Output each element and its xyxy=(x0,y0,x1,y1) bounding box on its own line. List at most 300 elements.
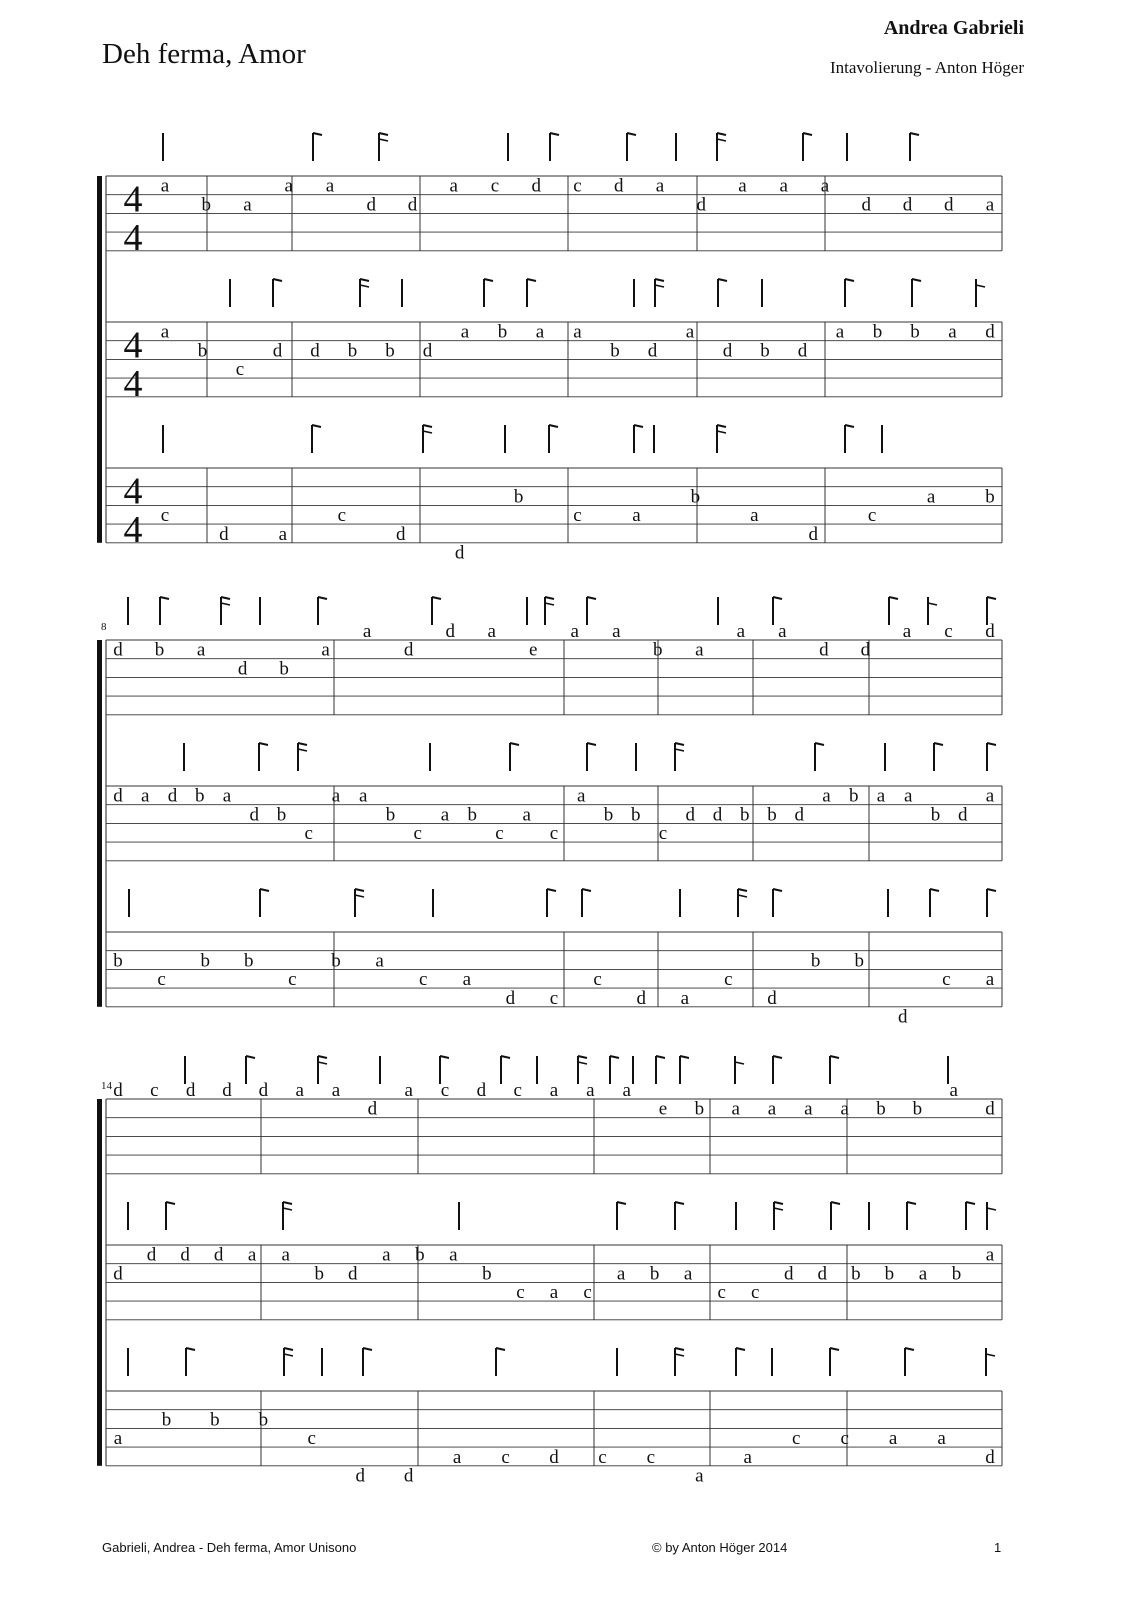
tab-letter: a xyxy=(549,1080,559,1101)
tab-letter: a xyxy=(160,321,170,343)
rhythm-flag xyxy=(527,279,536,281)
tab-letter: d xyxy=(794,804,804,826)
tab-letter: a xyxy=(284,175,293,197)
tab-letter: b xyxy=(912,1098,923,1120)
tab-letter: a xyxy=(222,785,232,807)
rhythm-flag xyxy=(845,425,854,427)
rhythm-flag xyxy=(186,1348,195,1350)
tab-letter: b xyxy=(154,639,165,661)
system-bracket xyxy=(97,1099,102,1466)
tab-letter: b xyxy=(197,340,208,362)
rhythm-flag xyxy=(717,133,726,135)
tab-letter: d xyxy=(797,340,808,362)
tab-letter: e xyxy=(529,639,538,661)
rhythm-flag xyxy=(717,139,726,141)
rhythm-flag xyxy=(845,279,854,281)
tab-letter: a xyxy=(331,785,341,807)
rhythm-flag xyxy=(803,133,812,135)
tab-letter: a xyxy=(876,785,886,807)
tab-letter: b xyxy=(930,804,941,826)
tab-letter: b xyxy=(876,1098,886,1120)
tab-letter: b xyxy=(649,1263,660,1285)
tab-letter: c xyxy=(418,969,428,991)
tab-letter: d xyxy=(348,1263,358,1285)
tab-letter: d xyxy=(712,804,723,826)
rhythm-flag xyxy=(830,1348,839,1350)
tab-letter: c xyxy=(490,175,500,197)
tab-letter: d xyxy=(219,523,229,545)
tab-letter: c xyxy=(573,505,582,527)
arranger-credit: Intavolierung - Anton Höger xyxy=(829,58,1024,77)
tab-letter: a xyxy=(375,950,384,972)
tab-letter: a xyxy=(655,175,665,197)
tab-letter: a xyxy=(278,523,288,545)
rhythm-flag xyxy=(379,133,388,135)
tab-letter: d xyxy=(784,1263,794,1285)
tab-letter: a xyxy=(522,804,531,826)
rhythm-flag xyxy=(907,1202,916,1204)
tab-letter: a xyxy=(779,175,788,197)
tab-letter: b xyxy=(210,1409,220,1431)
rhythm-flag xyxy=(680,1056,689,1058)
tab-letter: d xyxy=(614,175,624,197)
rhythm-flag xyxy=(675,743,684,745)
tab-letter: a xyxy=(573,321,582,343)
tab-letter: d xyxy=(167,785,178,807)
composer-name: Andrea Gabrieli xyxy=(883,17,1024,39)
tab-letter: d xyxy=(985,321,995,343)
tab-letter: a xyxy=(586,1080,595,1101)
tab-letter: b xyxy=(113,950,123,972)
tab-letter: d xyxy=(985,1098,995,1120)
rhythm-flag xyxy=(987,1208,996,1210)
tab-letter: a xyxy=(804,1098,813,1120)
tab-letter: d xyxy=(180,1244,190,1266)
tab-letter: b xyxy=(497,321,508,343)
rhythm-flag xyxy=(545,603,554,605)
tab-letter: a xyxy=(141,785,150,807)
tab-letter: d xyxy=(549,1446,559,1468)
rhythm-flag xyxy=(423,431,432,433)
tab-letter: b xyxy=(851,1263,861,1285)
rhythm-flag xyxy=(905,1348,914,1350)
tab-letter: b xyxy=(276,804,287,826)
tab-letter: b xyxy=(415,1244,425,1266)
rhythm-flag xyxy=(363,1348,372,1350)
rhythm-flag xyxy=(496,1348,505,1350)
tab-letter: d xyxy=(113,1080,123,1101)
tab-letter: a xyxy=(460,321,470,343)
tab-letter: d xyxy=(113,639,123,661)
tab-letter: b xyxy=(161,1409,172,1431)
rhythm-flag xyxy=(423,425,432,427)
rhythm-flag xyxy=(578,1056,587,1058)
tab-letter: c xyxy=(157,969,166,991)
tab-letter: b xyxy=(513,486,524,508)
rhythm-flag xyxy=(912,279,921,281)
rhythm-flag xyxy=(360,285,369,287)
rhythm-flag xyxy=(773,889,782,891)
page-number: 1 xyxy=(994,1540,1002,1555)
tab-letter: a xyxy=(985,785,995,807)
rhythm-flag xyxy=(736,1348,745,1350)
rhythm-flag xyxy=(735,1062,744,1064)
tab-letter: d xyxy=(819,639,829,661)
rhythm-flag xyxy=(738,895,747,897)
tab-letter: d xyxy=(185,1080,196,1101)
tab-letter: d xyxy=(636,987,646,1009)
tab-letter: a xyxy=(487,621,496,642)
tab-letter: d xyxy=(958,804,968,826)
tab-letter: b xyxy=(985,486,995,508)
tab-letter: a xyxy=(685,321,695,343)
tab-letter: c xyxy=(440,1080,450,1101)
tab-letter: a xyxy=(325,175,335,197)
rhythm-flag xyxy=(284,1348,293,1350)
rhythm-flag xyxy=(545,597,554,599)
tab-letter: b xyxy=(849,785,859,807)
rhythm-flag xyxy=(355,889,364,891)
tab-letter: a xyxy=(247,1244,257,1266)
tab-letter: a xyxy=(985,194,995,216)
tab-letter: a xyxy=(743,1446,752,1468)
tab-letter: d xyxy=(505,987,516,1009)
tab-letter: d xyxy=(985,1446,995,1468)
tab-letter: a xyxy=(404,1080,413,1101)
rhythm-flag xyxy=(582,889,591,891)
tab-letter: b xyxy=(810,950,821,972)
tab-letter: d xyxy=(113,785,123,807)
rhythm-flag xyxy=(587,597,596,599)
tab-letter: c xyxy=(751,1282,760,1304)
rhythm-flag xyxy=(360,279,369,281)
tab-letter: d xyxy=(403,639,414,661)
tab-letter: a xyxy=(362,621,372,642)
tab-letter: d xyxy=(237,658,248,680)
tab-letter: b xyxy=(610,340,620,362)
rhythm-flag xyxy=(634,425,643,427)
rhythm-flag xyxy=(547,889,556,891)
tab-letter: a xyxy=(767,1098,777,1120)
tab-letter: c xyxy=(307,1428,316,1450)
tab-letter: d xyxy=(222,1080,232,1101)
tab-letter: a xyxy=(736,621,746,642)
rhythm-flag xyxy=(313,133,322,135)
tab-letter: b xyxy=(631,804,641,826)
tab-letter: b xyxy=(872,321,883,343)
tab-letter: d xyxy=(647,340,658,362)
tab-letter: a xyxy=(331,1080,341,1101)
tab-letter: c xyxy=(304,823,313,845)
tab-letter: a xyxy=(449,175,458,197)
tab-letter: b xyxy=(385,804,396,826)
rhythm-flag xyxy=(930,889,939,891)
tab-letter: a xyxy=(622,1080,631,1101)
tab-letter: b xyxy=(195,785,205,807)
rhythm-flag xyxy=(259,743,268,745)
tab-letter: a xyxy=(612,621,621,642)
tab-letter: a xyxy=(281,1244,290,1266)
tab-letter: b xyxy=(200,950,210,972)
tab-letter: c xyxy=(235,359,245,381)
rhythm-flag xyxy=(432,597,441,599)
tab-letter: d xyxy=(258,1080,269,1101)
rhythm-flag xyxy=(610,1056,619,1058)
tab-letter: d xyxy=(685,804,695,826)
rhythm-flag xyxy=(578,1062,587,1064)
tab-letter: c xyxy=(150,1080,159,1101)
tab-letter: b xyxy=(910,321,920,343)
tab-letter: d xyxy=(272,340,283,362)
tab-letter: d xyxy=(367,1098,378,1120)
tab-letter: c xyxy=(598,1446,607,1468)
tab-letter: a xyxy=(452,1446,462,1468)
tab-letter: c xyxy=(549,987,559,1009)
rhythm-flag xyxy=(484,279,493,281)
tab-letter: d xyxy=(366,194,376,216)
tab-letter: a xyxy=(160,175,170,197)
rhythm-flag xyxy=(221,597,230,599)
tab-letter: a xyxy=(382,1244,391,1266)
tab-letter: d xyxy=(817,1263,828,1285)
tab-letter: a xyxy=(888,1428,898,1450)
measure-number: 14 xyxy=(101,1080,112,1092)
rhythm-flag xyxy=(318,1062,327,1064)
tab-letter: c xyxy=(658,823,668,845)
tab-letter: c xyxy=(724,969,733,991)
rhythm-flag xyxy=(655,279,664,281)
system-bracket xyxy=(97,640,102,1007)
tab-letter: b xyxy=(244,950,254,972)
tab-letter: d xyxy=(767,987,777,1009)
piece-title: Deh ferma, Amor xyxy=(102,38,306,70)
rhythm-flag xyxy=(501,1056,510,1058)
rhythm-flag xyxy=(774,1202,783,1204)
rhythm-flag xyxy=(283,1202,292,1204)
tab-letter: a xyxy=(321,639,330,661)
rhythm-flag xyxy=(773,1056,782,1058)
time-signature-denominator: 4 xyxy=(123,362,143,405)
tab-letter: b xyxy=(951,1263,962,1285)
tab-letter: a xyxy=(731,1098,740,1120)
tab-letter: d xyxy=(985,621,995,642)
tab-letter: a xyxy=(985,1244,995,1266)
rhythm-flag xyxy=(627,133,636,135)
tab-letter: c xyxy=(337,505,347,527)
rhythm-flag xyxy=(440,1056,449,1058)
tab-letter: a xyxy=(535,321,545,343)
rhythm-flag xyxy=(166,1202,175,1204)
tab-letter: d xyxy=(249,804,259,826)
measure-number: 8 xyxy=(101,621,107,633)
tab-letter: c xyxy=(501,1446,510,1468)
tab-letter: c xyxy=(646,1446,656,1468)
rhythm-flag xyxy=(773,597,782,599)
rhythm-flag xyxy=(246,1056,255,1058)
tab-letter: a xyxy=(359,785,368,807)
tab-letter: a xyxy=(462,969,472,991)
tab-letter: d xyxy=(407,194,418,216)
tab-letter: b xyxy=(279,658,289,680)
footer-piece-info: Gabrieli, Andrea - Deh ferma, Amor Unisono xyxy=(102,1540,357,1555)
tab-letter: d xyxy=(476,1080,487,1101)
tab-letter: d xyxy=(861,194,871,216)
rhythm-flag xyxy=(221,603,230,605)
tab-letter: b xyxy=(258,1409,269,1431)
tab-letter: d xyxy=(860,639,871,661)
rhythm-flag xyxy=(987,597,996,599)
tab-letter: a xyxy=(820,175,830,197)
rhythm-flag xyxy=(655,285,664,287)
tab-letter: a xyxy=(577,785,586,807)
tab-letter: a xyxy=(196,639,206,661)
tab-letter: d xyxy=(902,194,913,216)
tab-letter: a xyxy=(113,1428,123,1450)
rhythm-flag xyxy=(675,1348,684,1350)
tab-letter: a xyxy=(295,1080,304,1101)
rhythm-flag xyxy=(283,1208,292,1210)
rhythm-flag xyxy=(831,1202,840,1204)
tab-letter: d xyxy=(808,523,818,545)
rhythm-flag xyxy=(549,425,558,427)
tab-letter: a xyxy=(778,621,787,642)
tab-letter: d xyxy=(445,621,455,642)
tab-letter: c xyxy=(160,505,170,527)
tab-letter: a xyxy=(570,621,579,642)
tab-letter: b xyxy=(467,804,477,826)
tab-letter: b xyxy=(482,1263,492,1285)
rhythm-flag xyxy=(830,1056,839,1058)
rhythm-flag xyxy=(934,743,943,745)
tab-letter: c xyxy=(495,823,504,845)
rhythm-flag xyxy=(298,743,307,745)
tab-letter: c xyxy=(593,969,602,991)
rhythm-flag xyxy=(160,597,169,599)
tab-letter: a xyxy=(902,621,912,642)
tab-letter: a xyxy=(949,1080,958,1101)
tab-letter: a xyxy=(549,1282,559,1304)
tab-letter: a xyxy=(683,1263,693,1285)
tab-letter: a xyxy=(750,505,759,527)
tab-letter: c xyxy=(573,175,582,197)
rhythm-flag xyxy=(550,133,559,135)
rhythm-flag xyxy=(284,1354,293,1356)
rhythm-flag xyxy=(318,1056,327,1058)
rhythm-flag xyxy=(379,139,388,141)
tab-letter: a xyxy=(695,1465,704,1487)
time-signature-numerator: 4 xyxy=(123,470,143,513)
rhythm-flag xyxy=(774,1208,783,1210)
time-signature-numerator: 4 xyxy=(123,324,143,367)
tab-letter: a xyxy=(926,486,936,508)
rhythm-flag xyxy=(987,889,996,891)
rhythm-flag xyxy=(738,889,747,891)
tab-letter: a xyxy=(738,175,747,197)
footer-copyright: © by Anton Höger 2014 xyxy=(652,1540,788,1555)
tab-letter: a xyxy=(937,1428,946,1450)
rhythm-flag xyxy=(910,133,919,135)
tab-letter: c xyxy=(944,621,953,642)
rhythm-flag xyxy=(312,425,321,427)
tab-letter: a xyxy=(835,321,845,343)
tab-letter: a xyxy=(243,194,252,216)
tab-letter: a xyxy=(632,505,641,527)
tab-letter: b xyxy=(331,950,341,972)
tab-letter: d xyxy=(531,175,541,197)
tab-letter: a xyxy=(822,785,831,807)
tab-letter: d xyxy=(213,1244,224,1266)
rhythm-flag xyxy=(675,749,684,751)
rhythm-flag xyxy=(889,597,898,599)
rhythm-flag xyxy=(717,425,726,427)
tab-letter: c xyxy=(717,1282,726,1304)
tab-letter: c xyxy=(288,969,297,991)
tab-letter: a xyxy=(616,1263,626,1285)
tab-letter: b xyxy=(347,340,358,362)
tab-letter: d xyxy=(722,340,733,362)
time-signature-numerator: 4 xyxy=(123,178,143,221)
rhythm-flag xyxy=(718,279,727,281)
tab-letter: b xyxy=(314,1263,324,1285)
rhythm-flag xyxy=(986,1354,995,1356)
rhythm-flag xyxy=(318,597,327,599)
rhythm-flag xyxy=(273,279,282,281)
tab-letter: a xyxy=(680,987,690,1009)
time-signature-denominator: 4 xyxy=(123,216,143,259)
tab-letter: b xyxy=(201,194,211,216)
tab-letter: c xyxy=(840,1428,849,1450)
rhythm-flag xyxy=(966,1202,975,1204)
tab-letter: c xyxy=(549,823,559,845)
tab-letter: c xyxy=(867,505,877,527)
tab-letter: a xyxy=(918,1263,928,1285)
tab-letter: d xyxy=(696,194,706,216)
tab-letter: c xyxy=(583,1282,592,1304)
tab-letter: d xyxy=(422,340,433,362)
rhythm-flag xyxy=(987,743,996,745)
tab-letter: d xyxy=(355,1465,365,1487)
tab-letter: c xyxy=(942,969,951,991)
tab-letter: a xyxy=(985,969,995,991)
tab-letter: a xyxy=(695,639,704,661)
rhythm-flag xyxy=(260,889,269,891)
tab-letter: b xyxy=(694,1098,705,1120)
rhythm-flag xyxy=(298,749,307,751)
time-signature-denominator: 4 xyxy=(123,508,143,551)
tab-letter: d xyxy=(898,1006,908,1028)
system-bracket xyxy=(97,176,102,543)
tab-letter: d xyxy=(310,340,320,362)
tab-letter: c xyxy=(413,823,422,845)
tab-letter: d xyxy=(403,1465,414,1487)
rhythm-flag xyxy=(587,743,596,745)
tab-letter: a xyxy=(948,321,957,343)
tab-letter: b xyxy=(767,804,777,826)
tab-letter: c xyxy=(513,1080,522,1101)
rhythm-flag xyxy=(656,1056,665,1058)
tab-letter: a xyxy=(904,785,913,807)
tab-letter: b xyxy=(385,340,395,362)
rhythm-flag xyxy=(976,285,985,287)
rhythm-flag xyxy=(355,895,364,897)
tab-letter: b xyxy=(760,340,770,362)
tab-letter: d xyxy=(395,523,406,545)
tab-letter: a xyxy=(449,1244,458,1266)
rhythm-flag xyxy=(617,1202,626,1204)
tab-letter: e xyxy=(658,1098,668,1120)
rhythm-flag xyxy=(928,603,937,605)
tab-letter: d xyxy=(454,542,465,564)
